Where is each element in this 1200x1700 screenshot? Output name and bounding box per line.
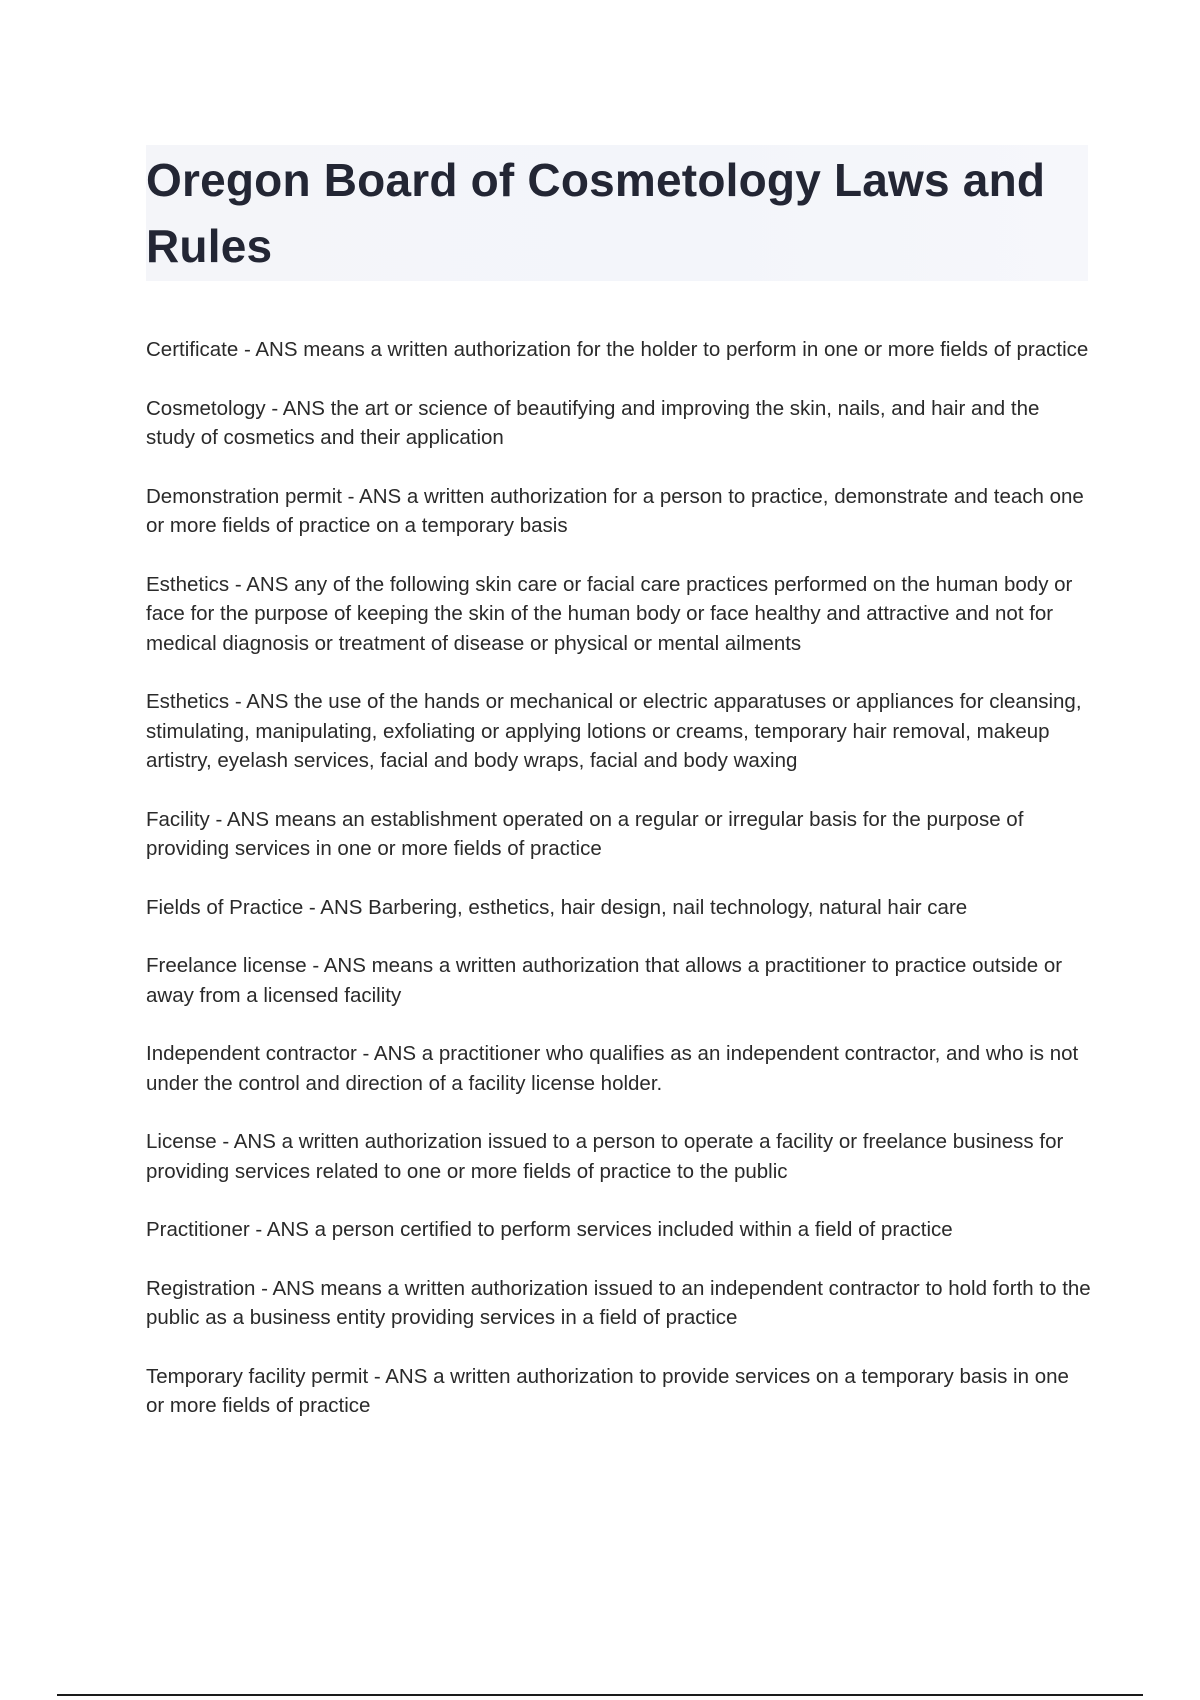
definition-entry: Registration - ANS means a written authorization issued to an independent contractor to hold forth to the public as a business entity providing services in a field of practice: [146, 1276, 1091, 1329]
definition-entry: Independent contractor - ANS a practitioner who qualifies as an independent contractor, and who is not under the control and direction of a facility license holder.: [146, 1042, 1079, 1095]
definition-entry: Esthetics - ANS any of the following skin care or facial care practices performed on the human body or face for the purpose of keeping the skin of the human body or face healthy and attractive and not for medical diagnosis or treatment of disease or physical or mental ailments: [146, 572, 1073, 655]
definition-entry: Facility - ANS means an establishment operated on a regular or irregular basis for the purpose of providing services in one or more fields of practice: [146, 807, 1024, 860]
definition-entry: Practitioner - ANS a person certified to perform services included within a field of practice: [146, 1218, 953, 1241]
definition-entry: Esthetics - ANS the use of the hands or mechanical or electric apparatuses or appliances for cleansing, stimulating, manipulating, exfoliating or applying lotions or creams, temporary hair removal, makeup artistry, eyelash services, facial and body wraps, facial and body waxing: [146, 690, 1082, 772]
definition-entry: Certificate - ANS means a written authorization for the holder to perform in one or more fields of practice: [146, 338, 1089, 361]
definition-entry: Demonstration permit - ANS a written authorization for a person to practice, demonstrate and teach one or more fields of practice on a temporary basis: [146, 484, 1084, 537]
definition-entry: Cosmetology - ANS the art or science of beautifying and improving the skin, nails, and hair and the study of cosmetics and their application: [146, 396, 1040, 449]
definition-list: [146, 335, 1091, 1450]
page-title: Oregon Board of Cosmetology Laws and Rules: [146, 154, 1046, 272]
definition-entry: Freelance license - ANS means a written authorization that allows a practitioner to practice outside or away from a licensed facility: [146, 954, 1063, 1007]
definition-entry: License - ANS a written authorization issued to a person to operate a facility or freelance business for providing services related to one or more fields of practice to the public: [146, 1130, 1064, 1183]
definition-entry: Temporary facility permit - ANS a written authorization to provide services on a temporary basis in one or more fields of practice: [146, 1364, 1069, 1417]
footer-divider: [57, 1694, 1143, 1696]
definition-entry: Fields of Practice - ANS Barbering, esthetics, hair design, nail technology, natural hair care: [146, 895, 968, 919]
title-block: [146, 145, 1088, 281]
